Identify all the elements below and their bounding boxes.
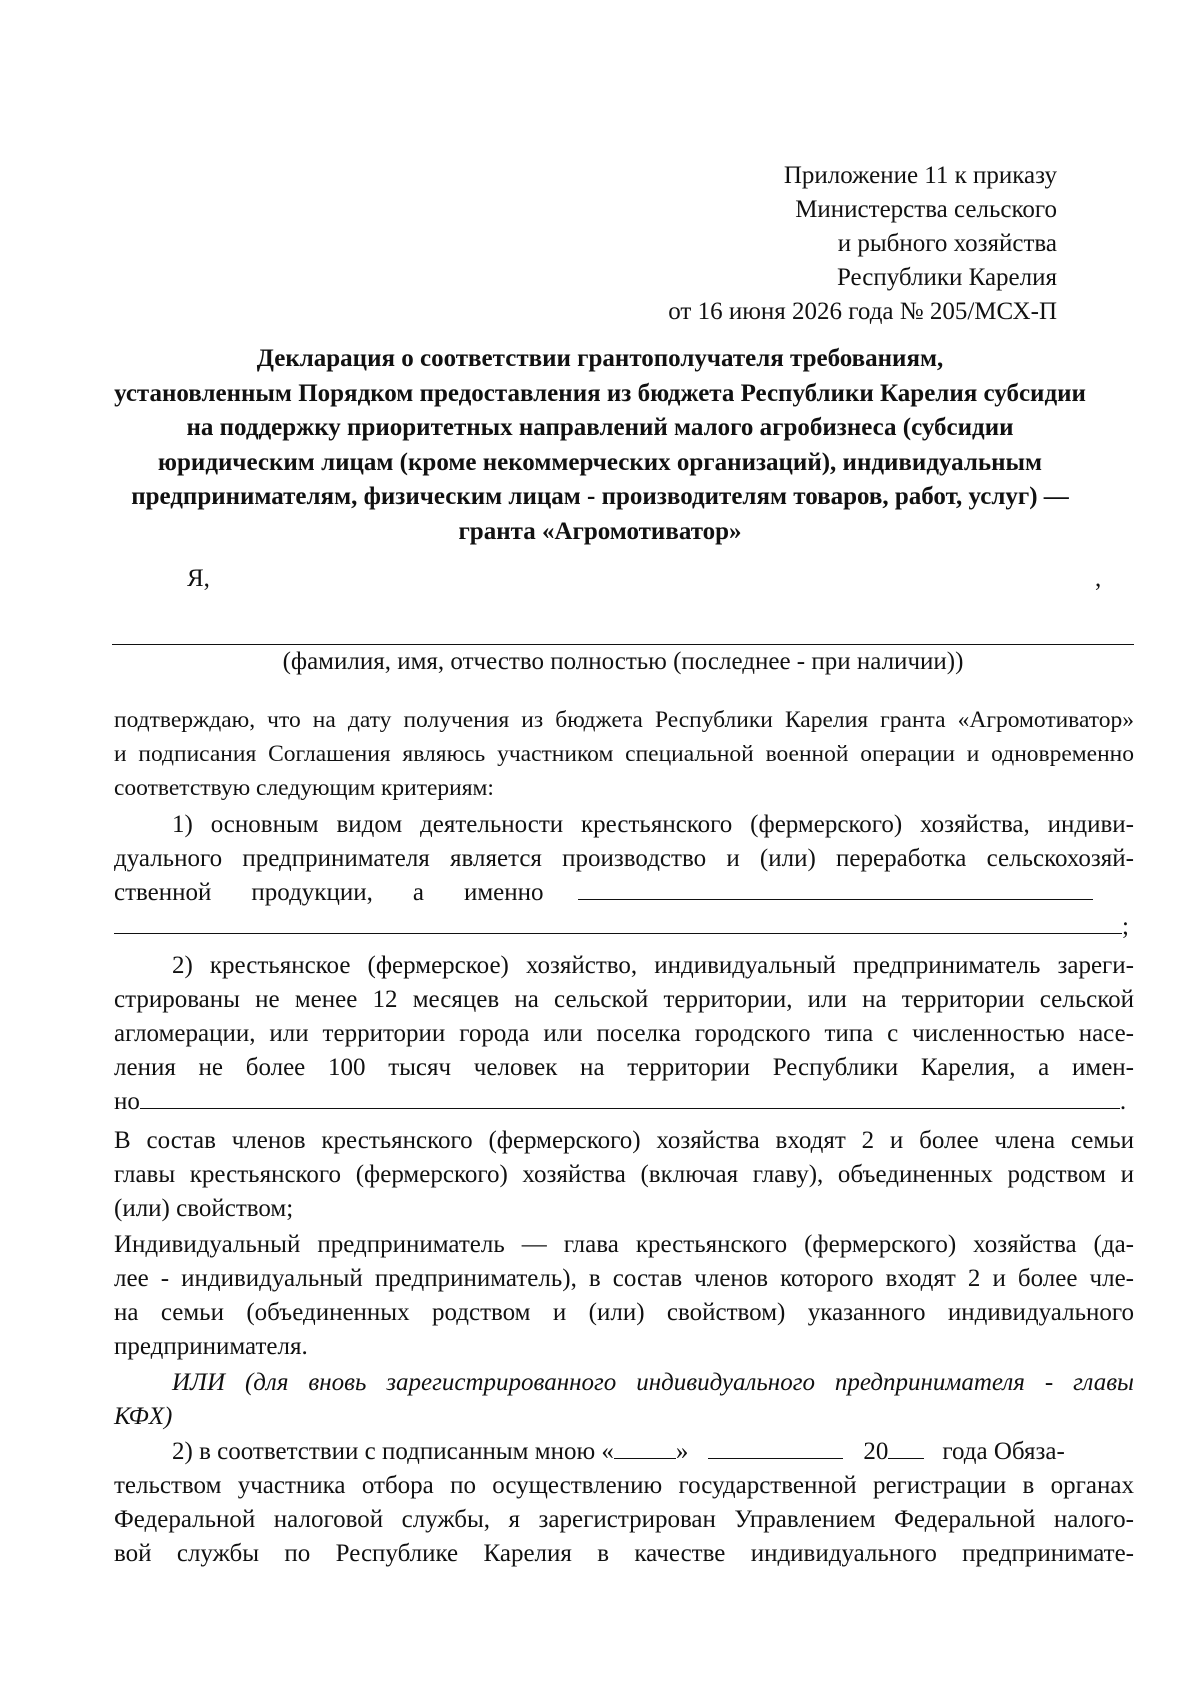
semicolon: ; [1122,913,1129,940]
order-reference-line: Министерства сельского [795,196,1057,223]
name-caption: (фамилия, имя, отчество полностью (последнее - при наличии)) [282,648,964,675]
title-line: предпринимателям, физическим лицам - производителям товаров, работ, услуг) — [131,483,1069,510]
word: именно [463,879,544,906]
criterion-2-alt-first-line [114,1435,1134,1469]
title-line: на поддержку приоритетных направлений малого агробизнеса (субсидии [186,414,1014,441]
text: 2) в соответствии с подписанным мною « [172,1438,614,1465]
criterion-2-line: 2) крестьянское (фермерское) хозяйство, индивидуальный предприниматель зареги- [172,952,1134,979]
intro-line: подтверждаю, что на дату получения из бюджета Республики Карелия гранта «Агромотиватор» [114,707,1134,733]
word: ственной [114,879,212,906]
criterion-2-alt-line: тельством участника отбора по осуществлению государственной регистрации в органах [114,1472,1134,1499]
alternative-note [114,1366,1134,1434]
name-suffix: , [1095,565,1102,592]
word: продукции, [251,879,373,906]
members-paragraph [114,1124,1134,1226]
order-reference [537,159,1057,329]
year-fill-line[interactable] [888,1436,924,1459]
criterion-2-line: стрированы не менее 12 месяцев на сельской территории, или на территории сельской [114,986,1134,1013]
criterion-2-line: агломерации, или территории города или поселка городского типа с численностью насе- [114,1020,1134,1047]
criterion-1-line: 1) основным видом деятельности крестьянского (фермерского) хозяйства, индиви- [172,811,1134,838]
members-line: В состав членов крестьянского (фермерского) хозяйства входят 2 и более члена семьи [114,1127,1134,1154]
criterion-2-line: ления не более 100 тысяч человек на территории Республики Карелия, а имен- [114,1054,1134,1081]
declaration-title [90,342,1110,549]
word: а [412,879,424,906]
intro-line: и подписания Соглашения являюсь участником специальной военной операции и одновременно [114,741,1134,767]
activity-fill-line-2[interactable] [114,911,1122,934]
criterion-2-alt [114,1435,1134,1571]
period: . [1119,1088,1127,1115]
criterion-2-alt-line: Федеральной налоговой службы, я зарегистрирован Управлением Федеральной налого- [114,1506,1134,1533]
title-line: установленным Порядком предоставления из бюджета Республики Карелия субсидии [114,379,1086,407]
title-line: гранта «Агромотиватор» [458,517,742,545]
members-line: (или) свойством; [114,1195,294,1222]
criterion-2-last-line [114,1085,1134,1119]
title-line: Декларация о соответствии грантополучателя требованиям, [256,345,944,372]
title-line: юридическим лицам (кроме некоммерческих организаций), индивидуальным [157,448,1043,476]
criterion-1-line: дуального предпринимателя является производство и (или) переработка сельскохозяй- [114,845,1134,872]
name-prefix: Я, [187,565,210,592]
entrepreneur-line: предпринимателя. [114,1333,308,1360]
order-reference-line: Республики Карелия [836,264,1057,291]
intro-line: соответствую следующим критериям: [114,775,494,801]
text: » [675,1438,689,1465]
entrepreneur-line: Индивидуальный предприниматель — глава крестьянского (фермерского) хозяйства (да- [114,1231,1134,1258]
word: но [114,1088,140,1115]
month-fill-line[interactable] [708,1436,843,1459]
activity-fill-line[interactable] [578,877,1093,900]
text: 20 [863,1438,889,1465]
alternative-note-line: КФХ) [114,1403,173,1430]
criterion-1-last-line [114,876,1134,910]
entrepreneur-line: лее - индивидуальный предприниматель), в состав членов которого входят 2 и более чле- [114,1265,1134,1292]
criterion-1-continuation [114,910,1134,944]
alternative-note-line: ИЛИ (для вновь зарегистрированного индивидуального предпринимателя - главы [172,1369,1134,1396]
members-line: главы крестьянского (фермерского) хозяйства (включая главу), объединенных родством и [114,1161,1134,1188]
intro-paragraph [114,703,1134,805]
criterion-2 [114,949,1134,1119]
order-reference-line: и рыбного хозяйства [837,230,1057,257]
entrepreneur-line: на семьи (объединенных родством и (или) свойством) указанного индивидуального [114,1299,1134,1326]
criterion-1 [114,808,1134,944]
order-reference-line: Приложение 11 к приказу [783,162,1057,189]
order-reference-line: от 16 июня 2026 года № 205/МСХ-П [668,298,1057,325]
entrepreneur-paragraph [114,1228,1134,1364]
territory-fill-line[interactable] [140,1086,1120,1109]
day-fill-line[interactable] [614,1436,676,1459]
text: года Обяза- [942,1438,1065,1465]
criterion-2-alt-line: вой службы по Республике Карелия в качестве индивидуального предпринимате- [114,1540,1134,1567]
